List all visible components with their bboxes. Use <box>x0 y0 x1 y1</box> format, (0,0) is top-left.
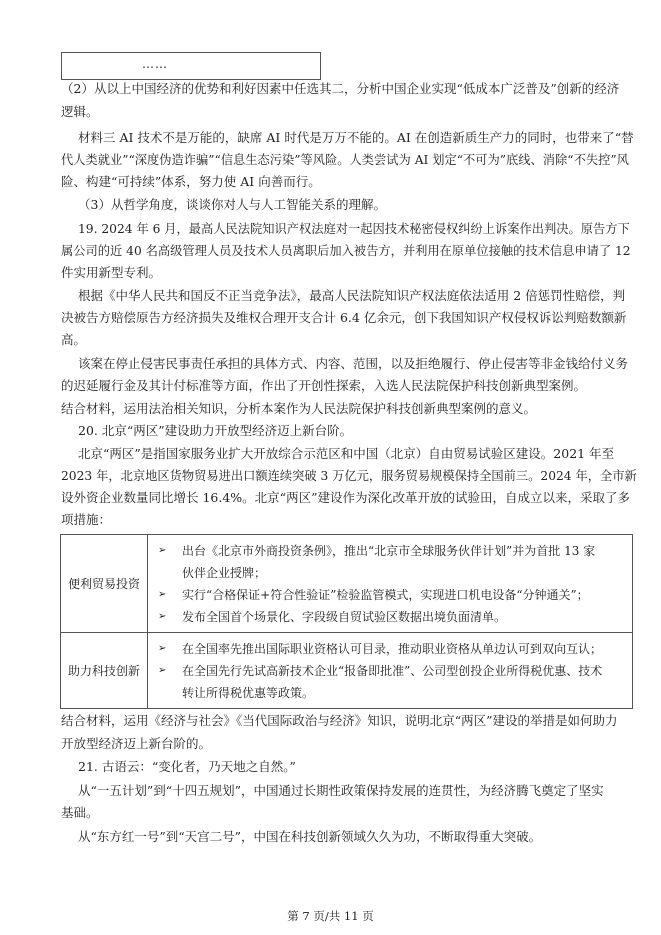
table-row <box>61 633 633 709</box>
material3-line: 险、构建“可持续”体系，努力使 AI 向善而行。 <box>61 174 321 189</box>
bullet-arrow-icon: ➢ <box>158 664 167 676</box>
table-items <box>148 535 633 633</box>
answer-box <box>61 52 321 80</box>
q19-question: 结合材料，运用法治相关知识，分析本案作为人民法院保护科技创新典型案例的意义。 <box>61 401 537 416</box>
q2-line: （2）从以上中国经济的优势和利好因素中任选其二，分析中国企业实现“低成本广泛普及”创新的经济 <box>61 81 620 96</box>
bullet-arrow-icon: ➢ <box>158 588 167 600</box>
list-item: ➢ 在全国率先推出国际职业资格认可目录，推动职业资格从单边认可到双向互认； <box>156 638 626 660</box>
q19-line: 该案在停止侵害民事责任承担的具体方式、内容、范围，以及拒绝履行、停止侵害等非金钱给付义务 <box>78 356 629 371</box>
bullet-arrow-icon: ➢ <box>158 610 167 622</box>
q19-line: 高。 <box>61 332 87 347</box>
q20-question: 开放型经济迈上新台阶的。 <box>61 736 212 751</box>
material3-line: 代人类就业”“深度伪造诈骗”“信息生态污染”等风险。人类尝试为 AI 划定“不可为”底线、消除“不失控”风 <box>61 153 629 167</box>
q21-line: 从“东方红一号”到“天宫二号”，中国在科技创新领域久久为功，不断取得重大突破。 <box>78 829 542 844</box>
material3-line: 材料三 AI 技术不是万能的，缺席 AI 时代是万万不能的。AI 在创造新质生产力的同时，也带来了“替 <box>78 130 634 145</box>
bullet-arrow-icon: ➢ <box>158 544 167 556</box>
table-row <box>61 535 633 633</box>
q19-line: 根据《中华人民共和国反不正当竞争法》，最高人民法院知识产权法庭依法适用 2 倍惩罚性赔偿，判 <box>78 288 626 303</box>
list-item: ➢ 出台《北京市外商投资条例》，推出“北京市全球服务伙伴计划”并为首批 13 家 伙伴企业授牌； <box>156 540 626 584</box>
q20-line: 2023 年，北京地区货物贸易进出口额连续突破 3 万亿元，服务贸易规模保持全国前三。2024 年，全市新 <box>61 469 637 483</box>
q19-line: 决被告方赔偿原告方经济损失及维权合理开支合计 6.4 亿余元，创下我国知识产权侵权诉讼判赔数额新 <box>61 310 627 325</box>
q2-line: 逻辑。 <box>61 104 99 119</box>
list-item: ➢ 发布全国首个场景化、字段级自贸试验区数据出境负面清单。 <box>156 606 626 628</box>
q20-line: 北京“两区”是指国家服务业扩大开放综合示范区和中国（北京）自由贸易试验区建设。2021 年至 <box>78 446 615 461</box>
bullet-arrow-icon: ➢ <box>158 642 167 654</box>
q19-line: 的迟延履行金及其计付标准等方面，作出了开创性探索，入选人民法院保护科技创新典型案例。 <box>61 378 587 393</box>
q20-line: 设外资企业数量同比增长 16.4%。北京“两区”建设作为深化改革开放的试验田，自成立以来，采取了多 <box>61 490 630 505</box>
q20-line: 项措施： <box>61 512 112 527</box>
q20-title: 20. 北京“两区”建设助力开放型经济迈上新台阶。 <box>78 423 353 438</box>
q19-line: 19. 2024 年 6 月，最高人民法院知识产权法庭对一起因技术秘密侵权纠纷上诉案作出判决。原告方下 <box>78 222 630 236</box>
table-category: 便利贸易投资 <box>61 535 148 633</box>
q3-line: （3）从哲学角度，谈谈你对人与人工智能关系的理解。 <box>78 197 386 212</box>
q21-title: 21. 古语云：“变化者，乃天地之自然。” <box>78 759 296 774</box>
q21-line: 从“一五计划”到“十四五规划”，中国通过长期性政策保持发展的连贯性，为经济腾飞奠定了坚实 <box>78 783 604 798</box>
q20-question: 结合材料，运用《经济与社会》《当代国际政治与经济》知识，说明北京“两区”建设的举措是如何助力 <box>61 713 618 728</box>
page-number: 第 7 页/共 11 页 <box>287 909 374 923</box>
list-item: ➢ 实行“合格保证+符合性验证”检验监管模式，实现进口机电设备“分钟通关”； <box>156 584 626 606</box>
q19-line: 属公司的近 40 名高级管理人员及技术人员离职后加入被告方，并利用在原单位接触的技术信息申请了 12 <box>61 244 631 258</box>
q19-line: 件实用新型专利。 <box>61 265 162 280</box>
table-items <box>148 633 633 709</box>
table-category: 助力科技创新 <box>61 633 148 709</box>
list-item: ➢ 在全国先行先试高新技术企业“报备即批准”、公司型创投企业所得税优惠、技术 转让所得税优惠等政策。 <box>156 660 626 704</box>
answer-box-text: …… <box>142 57 168 71</box>
q21-line: 基础。 <box>61 805 99 820</box>
measures-table <box>60 534 633 709</box>
